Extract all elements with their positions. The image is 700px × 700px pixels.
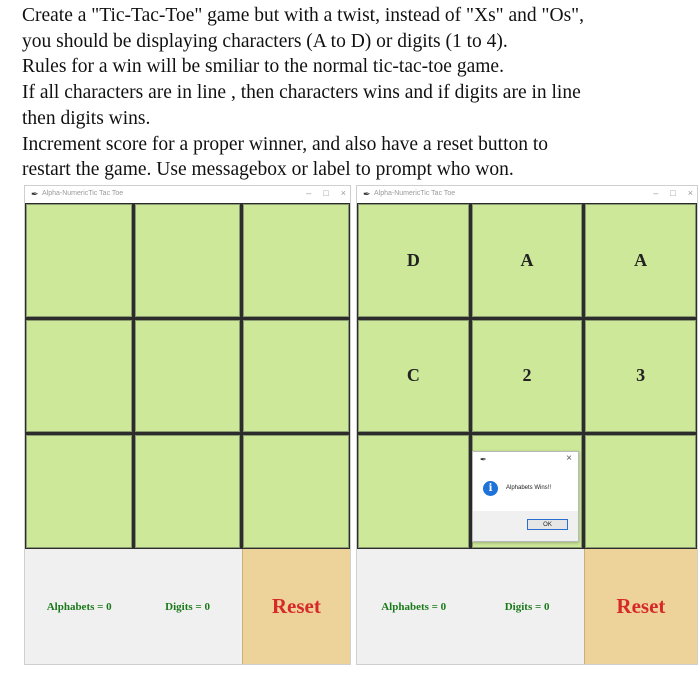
- close-icon[interactable]: ×: [340, 188, 346, 198]
- board-cell[interactable]: A: [472, 204, 583, 317]
- task-line: Rules for a win will be smiliar to the normal tic-tac-toe game.: [22, 56, 504, 78]
- board-cell[interactable]: [26, 435, 132, 548]
- maximize-icon[interactable]: □: [670, 188, 676, 198]
- window-titlebar[interactable]: [25, 186, 350, 204]
- board-cell[interactable]: [243, 435, 349, 548]
- minimize-icon[interactable]: –: [306, 188, 312, 198]
- close-icon[interactable]: ×: [566, 453, 572, 464]
- board-cell[interactable]: [135, 435, 241, 548]
- board-cell[interactable]: [358, 435, 469, 548]
- game-window-won: [356, 185, 698, 665]
- board-cell[interactable]: D: [358, 204, 469, 317]
- board-cell[interactable]: C: [358, 320, 469, 433]
- feather-icon: ✒: [480, 455, 487, 464]
- minimize-icon[interactable]: –: [653, 188, 659, 198]
- task-line: you should be displaying characters (A to D) or digits (1 to 4).: [22, 30, 508, 52]
- alphabets-score: Alphabets = 0: [381, 600, 447, 613]
- window-title: Alpha-NumericTic Tac Toe: [42, 190, 124, 197]
- board-cell[interactable]: [26, 204, 132, 317]
- alphabets-score: Alphabets = 0: [46, 600, 112, 613]
- ok-button[interactable]: OK: [527, 519, 568, 530]
- board-cell[interactable]: [243, 320, 349, 433]
- board-cell[interactable]: [26, 320, 132, 433]
- task-line: Increment score for a proper winner, and also have a reset button to: [22, 133, 549, 155]
- digits-score: Digits = 0: [165, 600, 210, 613]
- board-cell[interactable]: [135, 320, 241, 433]
- window-title: Alpha-NumericTic Tac Toe: [374, 190, 456, 197]
- task-line: If all characters are in line , then characters wins and if digits are in line: [22, 82, 581, 104]
- board-cell[interactable]: [135, 204, 241, 317]
- messagebox-text: Alphabets Wins!!: [506, 485, 552, 491]
- board-cell[interactable]: [585, 435, 696, 548]
- game-window-empty: [24, 185, 351, 665]
- close-icon[interactable]: ×: [687, 188, 693, 198]
- board-cell[interactable]: [243, 204, 349, 317]
- digits-score: Digits = 0: [504, 600, 550, 613]
- messagebox-footer: [473, 511, 578, 541]
- board-cell[interactable]: 3: [585, 320, 696, 433]
- score-bar: [357, 549, 697, 664]
- task-line: restart the game. Use messagebox or label to prompt who won.: [22, 159, 514, 181]
- task-line: then digits wins.: [22, 107, 151, 129]
- task-description: [22, 3, 700, 183]
- winner-messagebox: [472, 451, 579, 542]
- messagebox-body: [473, 466, 578, 510]
- board-cell[interactable]: 2: [472, 320, 583, 433]
- info-icon: i: [483, 481, 498, 496]
- board-cell[interactable]: A: [585, 204, 696, 317]
- messagebox-titlebar[interactable]: [473, 452, 578, 466]
- window-titlebar[interactable]: [357, 186, 697, 204]
- feather-icon: ✒: [31, 189, 39, 199]
- task-line: Create a "Tic-Tac-Toe" game but with a twist, instead of "Xs" and "Os",: [22, 5, 585, 26]
- maximize-icon[interactable]: □: [323, 188, 329, 198]
- game-board: [25, 203, 350, 549]
- reset-button[interactable]: Reset: [242, 549, 350, 664]
- reset-button[interactable]: Reset: [584, 549, 697, 664]
- score-bar: [25, 549, 350, 664]
- feather-icon: ✒: [363, 189, 371, 199]
